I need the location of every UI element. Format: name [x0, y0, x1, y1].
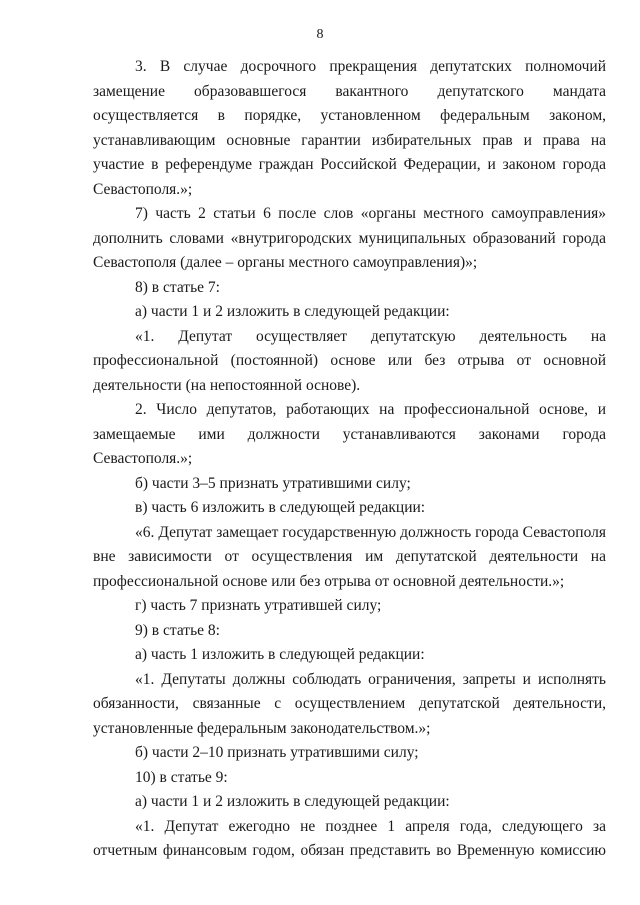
paragraph-13: «1. Депутаты должны соблюдать ограничения, запреты и исполнять обязанности, связанные с осуществлением депутатской деятельности, установленные федеральным законодательством.»; — [93, 670, 606, 737]
document-body — [93, 55, 606, 864]
paragraph-5: «1. Депутат осуществляет депутатскую деятельность на профессиональной (постоянной) основе или без отрыва от основной деятельности (на непостоянной основе). — [93, 327, 606, 394]
paragraph-12: а) часть 1 изложить в следующей редакции: — [135, 646, 425, 663]
paragraph-7: б) части 3–5 признать утратившими силу; — [135, 474, 411, 492]
paragraph-1: 3. В случае досрочного прекращения депутатских полномочий замещение образовавшегося вакантного депутатского мандата осуществляется в порядке, установленном федеральным законом, устанавливающим основные гарантии избирательных прав и права на участие в референдуме граждан Российской Федерации, и законом города Севастополя.»; — [93, 58, 606, 198]
page-number: 8 — [316, 27, 324, 42]
paragraph-3: 8) в статье 7: — [135, 278, 220, 296]
paragraph-4: а) части 1 и 2 изложить в следующей редакции: — [135, 303, 450, 320]
paragraph-14: б) части 2–10 признать утратившими силу; — [135, 744, 419, 761]
paragraph-2: 7) часть 2 статьи 6 после слов «органы местного самоуправления» дополнить словами «внутригородских муниципальных образований города Севастополя (далее – органы местного самоуправления)»; — [93, 205, 606, 271]
paragraph-16: а) части 1 и 2 изложить в следующей редакции: — [135, 793, 450, 810]
paragraph-11: 9) в статье 8: — [135, 621, 220, 639]
paragraph-6: 2. Число депутатов, работающих на профессиональной основе, и замещаемые ими должности устанавливаются законами города Севастополя.»; — [93, 401, 606, 467]
paragraph-17: «1. Депутат ежегодно не позднее 1 апреля года, следующего за отчетным финансовым годом, обязан представить во Временную комиссию — [93, 817, 606, 859]
paragraph-8: в) часть 6 изложить в следующей редакции: — [135, 499, 426, 516]
paragraph-15: 10) в статье 9: — [135, 768, 228, 786]
paragraph-9: «6. Депутат замещает государственную должность города Севастополя вне зависимости от осуществления им депутатской деятельности на профессиональной основе или без отрыва от основной деятельности.»; — [93, 523, 606, 590]
paragraph-10: г) часть 7 признать утратившей силу; — [135, 597, 382, 614]
